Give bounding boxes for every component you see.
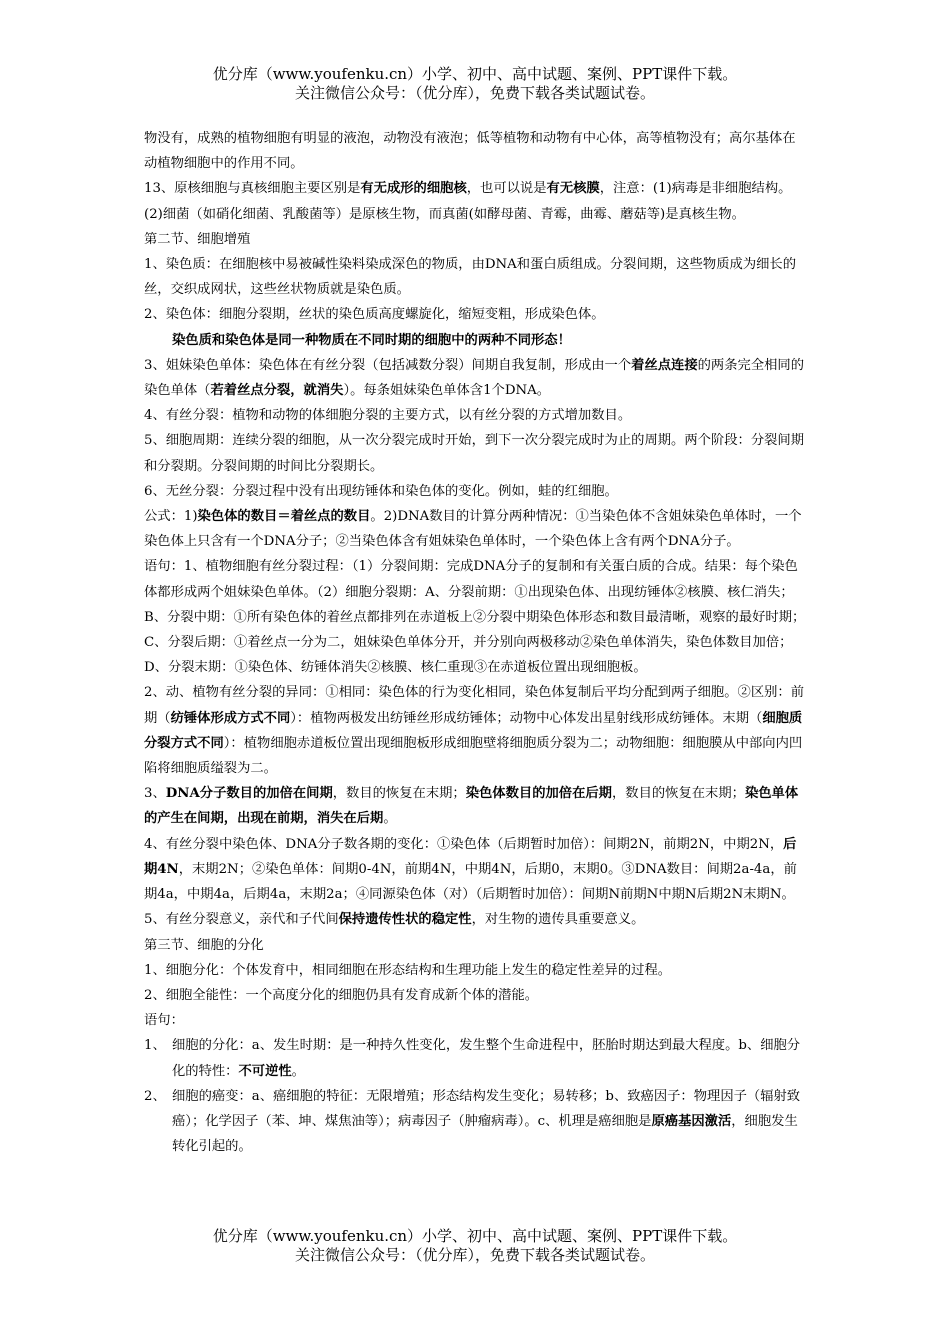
s2-paragraph-1: 1、染色质：在细胞核中易被碱性染料染成深色的物质，由DNA和蛋白质组成。分裂间期，这些物质成为细长的丝，交织成网状，这些丝状物质就是染色质。: [144, 257, 797, 298]
list-number: 2、: [144, 1088, 166, 1104]
section-2-title: 第二节、细胞增殖: [144, 231, 251, 247]
footer-line-1: 优分库（www.youfenku.cn）小学、初中、高中试题、案例、PPT课件下载。: [212, 1227, 738, 1245]
page-header: [0, 65, 950, 103]
header-line-1: 优分库（www.youfenku.cn）小学、初中、高中试题、案例、PPT课件下载。: [212, 65, 738, 83]
s3-paragraph-1: 1、细胞分化：个体发育中，相同细胞在形态结构和生理功能上发生的稳定性差异的过程。: [144, 962, 672, 978]
formula-paragraph: 公式：1)染色体的数目＝着丝点的数目。2)DNA数目的计算分两种情况：①当染色体不含姐妹染色单体时，一个染色体上只含有一个DNA分子；②当染色体含有姐妹染色单体时，一个染色体上含有两个DNA分子。: [144, 509, 802, 550]
s3-list-item-2: 2、 细胞的癌变：a、癌细胞的特征：无限增殖；形态结构发生变化；易转移；b、致癌因子：物理因子（辐射致癌）；化学因子（苯、坤、煤焦油等）；病毒因子（肿瘤病毒）。c、机理是癌细胞是原癌基因激活，细胞发生转化引起的。: [144, 1084, 808, 1160]
s2-paragraph-4: 4、有丝分裂：植物和动物的体细胞分裂的主要方式，以有丝分裂的方式增加数目。: [144, 408, 632, 424]
phrase-5: 5、有丝分裂意义，亲代和子代间保持遗传性状的稳定性，对生物的遗传具重要意义。: [144, 912, 645, 928]
phrase-2: 2、动、植物有丝分裂的异同：①相同：染色体的行为变化相同，染色体复制后平均分配到两子细胞。②区别：前期（纺锤体形成方式不同）：植物两极发出纺锤丝形成纺锤体；动物中心体发出星射线形成纺锤体。末期（细胞质分裂方式不同）：植物细胞赤道板位置出现细胞板形成细胞壁将细胞质分裂为二；动物细胞：细胞膜从中部向内凹陷将细胞质缢裂为二。: [144, 685, 805, 777]
s2-paragraph-2: 2、染色体：细胞分裂期，丝状的染色质高度螺旋化，缩短变粗，形成染色体。: [144, 307, 605, 323]
section-3-title: 第三节、细胞的分化: [144, 937, 264, 953]
s2-paragraph-6: 6、无丝分裂：分裂过程中没有出现纺锤体和染色体的变化。例如，蛙的红细胞。: [144, 483, 618, 499]
s2-paragraph-3: 3、姐妹染色单体：染色体在有丝分裂（包括减数分裂）间期自我复制，形成由一个着丝点连接的两条完全相同的染色单体（若着丝点分裂，就消失）。每条姐妹染色单体含1个DNA。: [144, 357, 805, 399]
paragraph-continued: 物没有，成熟的植物细胞有明显的液泡，动物没有液泡；低等植物和动物有中心体，高等植物没有；高尔基体在动植物细胞中的作用不同。: [144, 131, 796, 172]
s2-paragraph-5: 5、细胞周期：连续分裂的细胞，从一次分裂完成时开始，到下一次分裂完成时为止的周期。两个阶段：分裂间期和分裂期。分裂间期的时间比分裂期长。: [144, 433, 805, 474]
s3-phrase-label: 语句：: [144, 1013, 184, 1029]
paragraph-13: 13、原核细胞与真核细胞主要区别是有无成形的细胞核，也可以说是有无核膜，注意：(1)病毒是非细胞结构。(2)细菌（如硝化细菌、乳酸菌等）是原核生物，而真菌(如酵母菌、青霉，曲霉、蘑菇等)是真核生物。: [144, 181, 792, 222]
phrase-3: 3、DNA分子数目的加倍在间期，数目的恢复在末期；染色体数目的加倍在后期，数目的恢复在末期；染色单体的产生在间期，出现在前期，消失在后期。: [144, 786, 799, 827]
s2-bold-note: 染色质和染色体是同一种物质在不同时期的细胞中的两种不同形态！: [172, 332, 571, 348]
document-body: [144, 126, 808, 1159]
s3-paragraph-2: 2、细胞全能性：一个高度分化的细胞仍具有发育成新个体的潜能。: [144, 987, 539, 1003]
list-number: 1、: [144, 1038, 166, 1054]
footer-line-2: 关注微信公众号：（优分库），免费下载各类试题试卷。: [294, 1246, 655, 1264]
phrase-1: 语句：1、植物细胞有丝分裂过程：（1）分裂间期：完成DNA分子的复制和有关蛋白质的合成。结果：每个染色体都形成两个姐妹染色单体。（2）细胞分裂期：A、分裂前期：①出现染色体、出现纺锤体②核膜、核仁消失；B、分裂中期：①所有染色体的着丝点都排列在赤道板上②分裂中期染色体形态和数目最清晰，观察的最好时期；C、分裂后期：①着丝点一分为二，姐妹染色单体分开，并分别向两极移动②染色单体消失，染色体数目加倍；D、分裂末期：①染色体、纺锤体消失②核膜、核仁重现③在赤道板位置出现细胞板。: [144, 559, 806, 676]
page-footer: [0, 1227, 950, 1265]
s3-list-item-1: 1、 细胞的分化：a、发生时期：是一种持久性变化，发生整个生命进程中，胚胎时期达到最大程度。b、细胞分化的特性：不可逆性。: [144, 1033, 808, 1083]
phrase-4: 4、有丝分裂中染色体、DNA分子数各期的变化：①染色体（后期暂时加倍）：间期2N，前期2N，中期2N，后期4N，末期2N；②染色单体：间期0-4N，前期4N，中期4N，后期0，末期0。③DNA数目：间期2a-4a，前期4a，中期4a，后期4a，末期2a；④同源染色体（对）（后期暂时加倍）：间期N前期N中期N后期2N末期N。: [144, 836, 797, 903]
header-line-2: 关注微信公众号：（优分库），免费下载各类试题试卷。: [294, 84, 655, 102]
